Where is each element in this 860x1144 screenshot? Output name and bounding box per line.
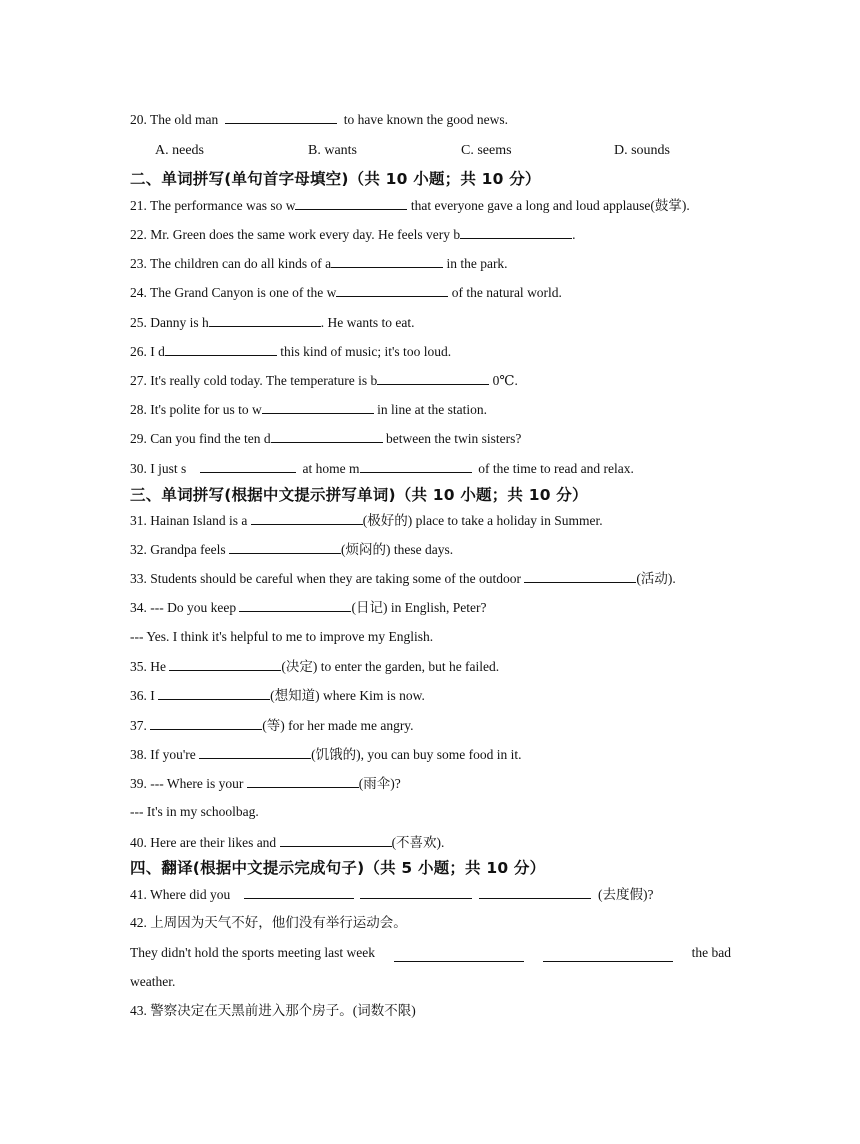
question-20: 20. The old man to have known the good news. [130, 112, 508, 127]
question-42-english: They didn't hold the sports meeting last week the bad [130, 945, 731, 960]
question-33: 33. Students should be careful when they are taking some of the outdoor (活动). [130, 571, 676, 586]
answer-blank[interactable] [165, 342, 277, 356]
answer-blank[interactable] [200, 459, 296, 473]
option-b[interactable]: B. wants [308, 143, 357, 158]
answer-blank[interactable] [239, 598, 351, 612]
question-26: 26. I d this kind of music; it's too loud. [130, 344, 452, 359]
question-34: 34. --- Do you keep (日记) in English, Peter? [130, 600, 487, 615]
answer-blank[interactable] [460, 225, 572, 239]
question-36: 36. I (想知道) where Kim is now. [130, 688, 425, 703]
section-4-title: 四、翻译(根据中文提示完成句子)（共 5 小题；共 10 分） [130, 859, 546, 877]
question-35: 35. He (决定) to enter the garden, but he failed. [130, 659, 500, 674]
option-a[interactable]: A. needs [155, 143, 204, 158]
answer-blank[interactable] [199, 745, 311, 759]
question-23: 23. The children can do all kinds of a in the park. [130, 256, 508, 271]
question-27: 27. It's really cold today. The temperature is b 0℃. [130, 373, 518, 388]
question-37: 37. (等) for her made me angry. [130, 718, 414, 733]
answer-34: --- Yes. I think it's helpful to me to improve my English. [130, 629, 434, 644]
section-2-title: 二、单词拼写(单句首字母填空)（共 10 小题；共 10 分） [130, 170, 541, 188]
answer-blank[interactable] [331, 254, 443, 268]
question-43-chinese: 43. 警察决定在天黑前进入那个房子。(词数不限) [130, 1003, 416, 1018]
question-32: 32. Grandpa feels (烦闷的) these days. [130, 542, 454, 557]
answer-blank[interactable] [251, 511, 363, 525]
answer-blank[interactable] [158, 686, 270, 700]
question-39: 39. --- Where is your (雨伞)? [130, 776, 401, 791]
question-40: 40. Here are their likes and (不喜欢). [130, 835, 445, 850]
answer-blank[interactable] [247, 774, 359, 788]
question-42-chinese: 42. 上周因为天气不好，他们没有举行运动会。 [130, 915, 407, 930]
answer-blank[interactable] [377, 371, 489, 385]
section-3-title: 三、单词拼写(根据中文提示拼写单词)（共 10 小题；共 10 分） [130, 486, 588, 504]
option-d[interactable]: D. sounds [614, 143, 671, 158]
answer-blank[interactable] [295, 196, 407, 210]
answer-blank[interactable] [280, 833, 392, 847]
answer-blank[interactable] [360, 885, 472, 899]
answer-blank[interactable] [244, 885, 354, 899]
option-c[interactable]: C. seems [461, 143, 512, 158]
answer-blank[interactable] [336, 283, 448, 297]
question-38: 38. If you're (饥饿的), you can buy some food in it. [130, 747, 522, 762]
answer-blank[interactable] [394, 948, 524, 962]
answer-blank[interactable] [543, 948, 673, 962]
answer-blank[interactable] [169, 657, 281, 671]
question-42-english-cont: weather. [130, 974, 176, 989]
question-22: 22. Mr. Green does the same work every day. He feels very b . [130, 227, 576, 242]
answer-blank[interactable] [209, 313, 321, 327]
answer-blank[interactable] [479, 885, 591, 899]
answer-blank[interactable] [360, 459, 472, 473]
question-25: 25. Danny is h . He wants to eat. [130, 315, 415, 330]
question-24: 24. The Grand Canyon is one of the w of the natural world. [130, 285, 562, 300]
question-21: 21. The performance was so w that everyone gave a long and loud applause(鼓掌). [130, 198, 690, 213]
answer-blank[interactable] [271, 429, 383, 443]
question-31: 31. Hainan Island is a (极好的) place to take a holiday in Summer. [130, 513, 603, 528]
answer-39: --- It's in my schoolbag. [130, 804, 259, 819]
question-30: 30. I just s at home m of the time to read and relax. [130, 461, 634, 476]
answer-blank[interactable] [262, 400, 374, 414]
question-41: 41. Where did you (去度假)? [130, 887, 654, 902]
question-28: 28. It's polite for us to w in line at the station. [130, 402, 488, 417]
answer-blank[interactable] [524, 569, 636, 583]
question-29: 29. Can you find the ten d between the twin sisters? [130, 431, 522, 446]
answer-blank[interactable] [150, 716, 262, 730]
answer-blank[interactable] [229, 540, 341, 554]
answer-blank[interactable] [225, 110, 337, 124]
